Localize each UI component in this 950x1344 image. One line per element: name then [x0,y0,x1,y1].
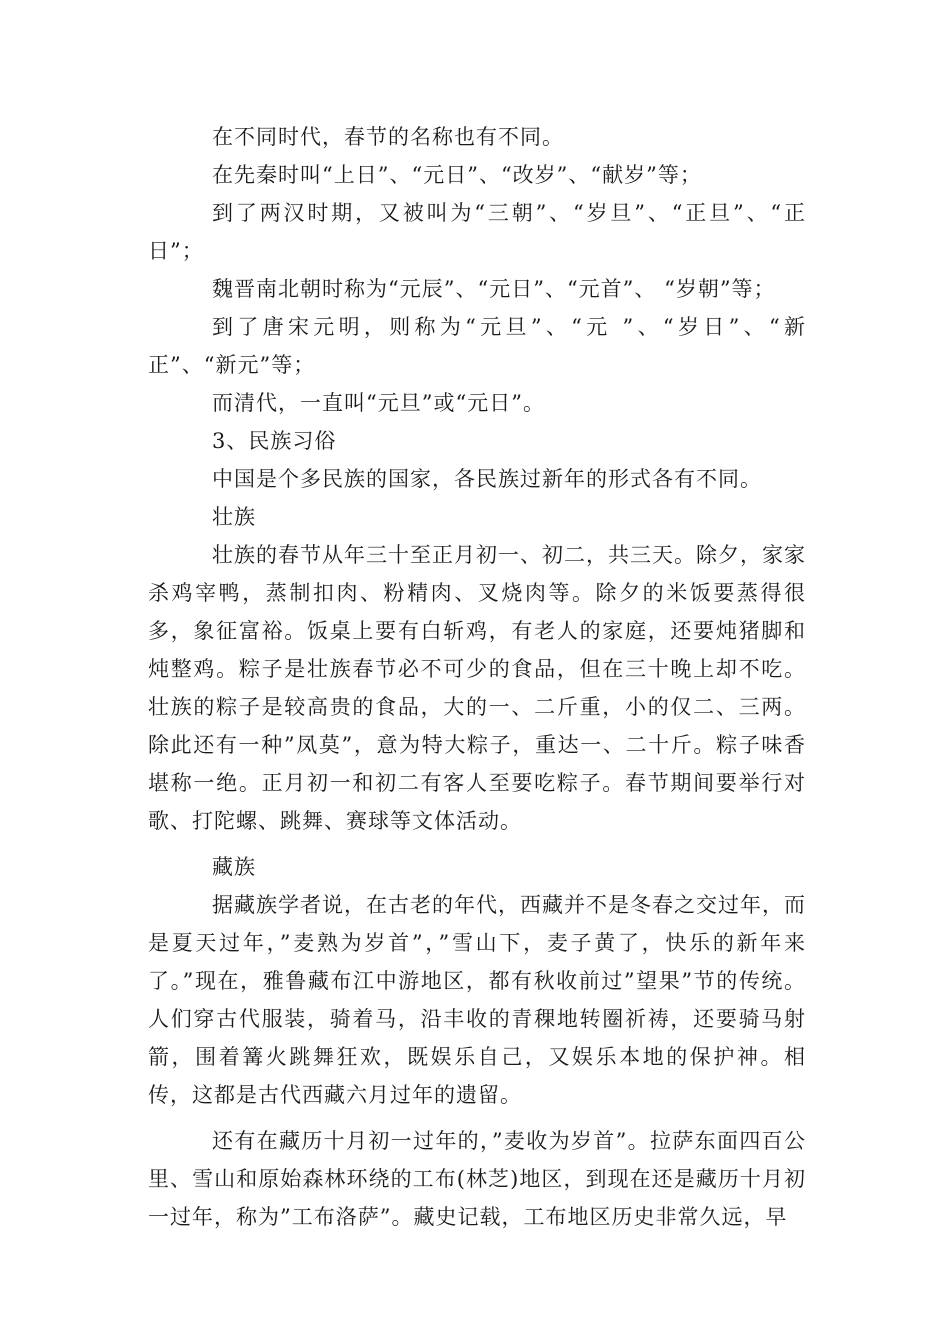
paragraph: 魏晋南北朝时称为“元辰”、“元日”、“元首”、 “岁朝”等； [212,277,776,301]
subsection-heading: 壮族 [212,505,256,529]
document-body [148,118,806,1236]
paragraph: 壮族的春节从年三十至正月初一、初二，共三天。除夕，家家杀鸡宰鸭，蒸制扣肉、粉精肉、叉烧肉等。除夕的米饭要蒸得很多，象征富裕。饭桌上要有白斩鸡，有老人的家庭，还要炖猪脚和炖整鸡。粽子是壮族春节必不可少的食品，但在三十晚上却不吃。壮族的粽子是较高贵的食品，大的一、二斤重，小的仅二、三两。除此还有一种”凤莫”，意为特大粽子，重达一、二十斤。粽子味香堪称一绝。正月初一和初二有客人至要吃粽子。春节期间要举行对歌、打陀螺、跳舞、赛球等文体活动。 [148,543,806,833]
section-heading: 3、民族习俗 [212,429,337,453]
paragraph: 还有在藏历十月初一过年的，”麦收为岁首”。拉萨东面四百公里、雪山和原始森林环绕的工布(林芝)地区，到现在还是藏历十月初一过年，称为”工布洛萨”。藏史记载，工布地区历史非常久远，早 [148,1129,806,1229]
paragraph: 到了两汉时期，又被叫为“三朝”、“岁旦”、“正旦”、“正日”； [148,201,806,263]
paragraph: 在先秦时叫“上日”、“元日”、“改岁”、“献岁”等； [212,163,702,187]
paragraph: 到了唐宋元明，则称为“元旦”、“元 ”、“岁日”、“新正”、“新元”等； [148,315,806,377]
paragraph: 据藏族学者说，在古老的年代，西藏并不是冬春之交过年，而是夏天过年，”麦熟为岁首”，”雪山下，麦子黄了，快乐的新年来了。”现在，雅鲁藏布江中游地区，都有秋收前过”望果”节的传统。人们穿古代服装，骑着马，沿丰收的青稞地转圈祈祷，还要骑马射箭，围着篝火跳舞狂欢，既娱乐自己，又娱乐本地的保护神。相传，这都是古代西藏六月过年的遗留。 [148,893,806,1107]
subsection-heading: 藏族 [212,855,256,879]
paragraph: 而清代，一直叫“元旦”或“元日”。 [212,391,545,415]
paragraph: 在不同时代，春节的名称也有不同。 [212,125,564,149]
paragraph: 中国是个多民族的国家，各民族过新年的形式各有不同。 [212,467,762,491]
